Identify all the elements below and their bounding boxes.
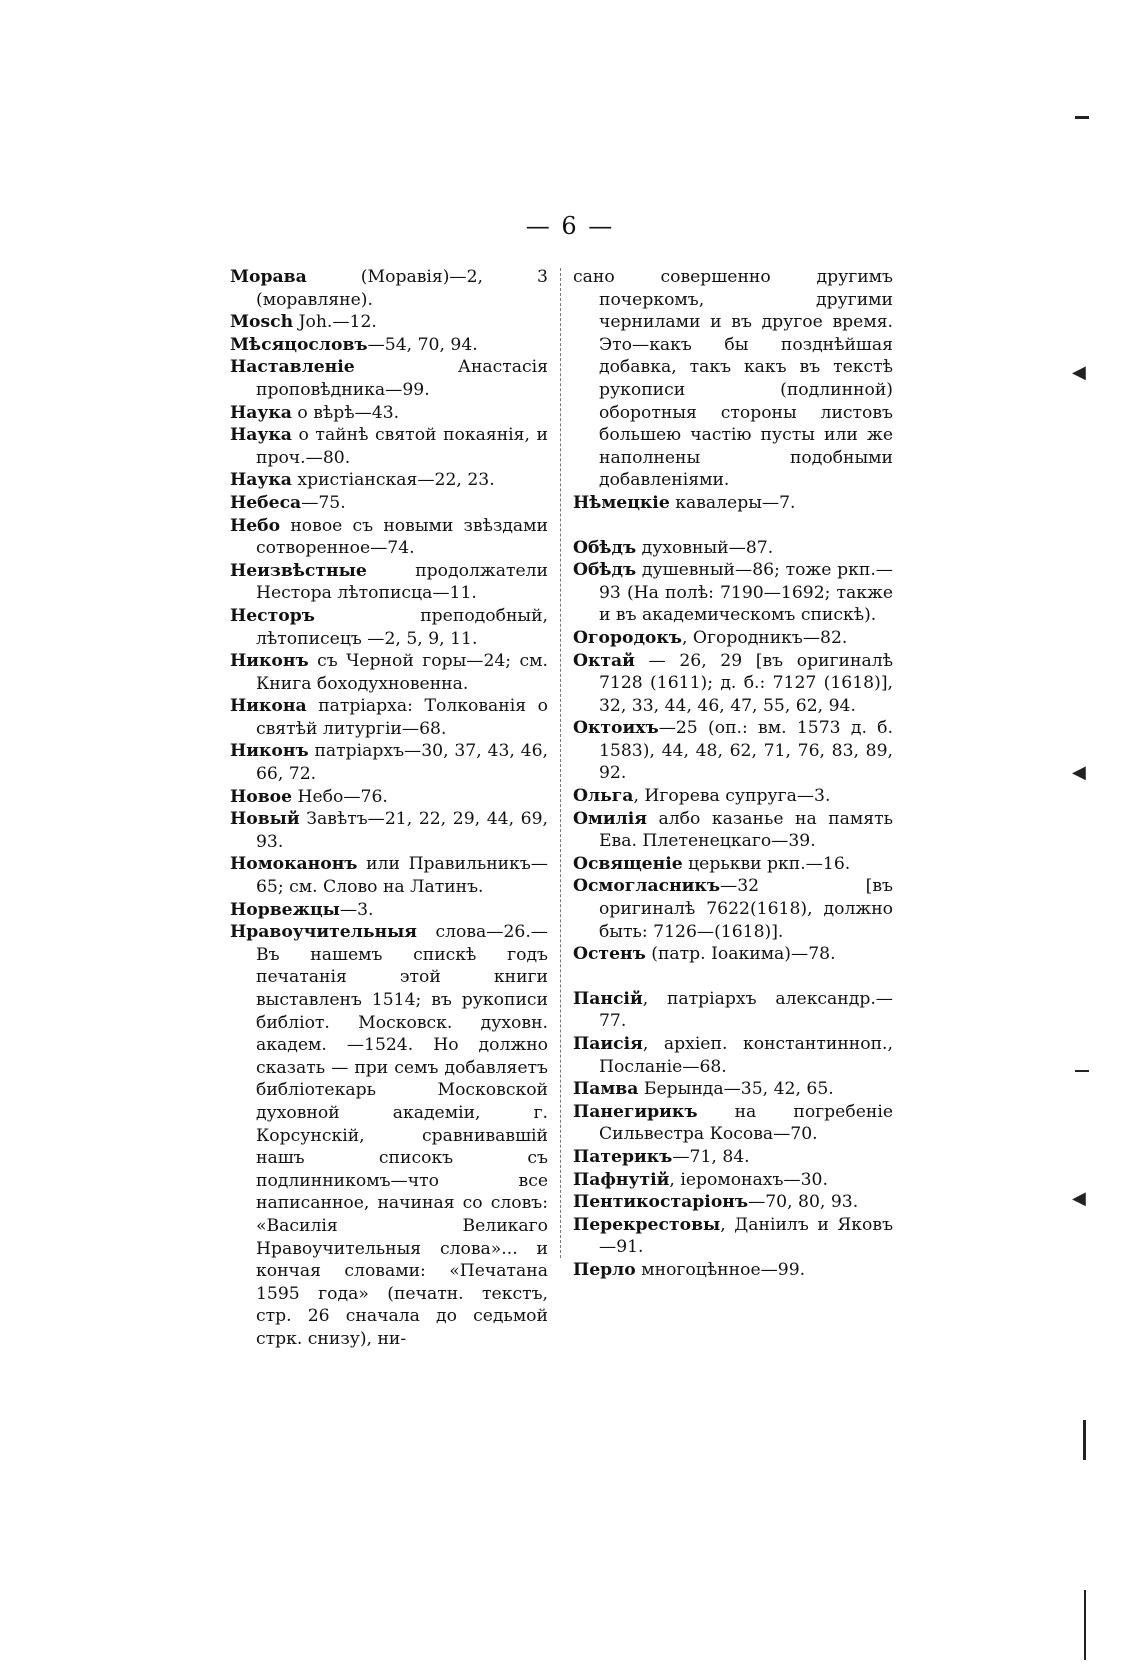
index-entry: [230, 740, 548, 785]
index-entry-head: Нѣмецкіе: [573, 492, 670, 513]
index-entry: [573, 627, 893, 650]
index-entry: [573, 943, 893, 966]
margin-mark-1: [1075, 116, 1089, 119]
index-entry-text: , Игорева супруга—3.: [633, 786, 831, 807]
index-entry: [573, 875, 893, 943]
index-entry-head: Остенъ: [573, 944, 646, 965]
index-entry-text: Берында—35, 42, 65.: [638, 1079, 834, 1100]
index-entry-text: — 26, 29 [въ оригиналѣ 7128 (1611); д. б.: 7127 (1618)], 32, 33, 44, 46, 47, 55, 62, 94.: [599, 650, 893, 716]
index-entry-text: Joh.—12.: [293, 312, 377, 333]
margin-mark-6: [1083, 1420, 1086, 1460]
index-entry-text: духовный—87.: [636, 537, 774, 558]
index-entry-head: Ольга: [573, 786, 634, 807]
index-entry: [573, 1078, 893, 1101]
index-entry-head: Небо: [230, 515, 281, 536]
index-entry-head: Пентикостаріонъ: [573, 1192, 749, 1213]
index-entry-text: съ Черной горы—24; см. Книга боходухновенна.: [256, 651, 548, 694]
index-entry-head: Октоихъ: [573, 718, 659, 739]
index-entry: [230, 334, 548, 357]
margin-mark-3: ◀: [1072, 762, 1086, 783]
index-entry-text: , Огородникъ—82.: [681, 627, 848, 648]
index-entry-head: Обѣдъ: [573, 560, 637, 581]
index-entry-text: —70, 80, 93.: [748, 1192, 859, 1213]
index-entry-text: многоцѣнное—99.: [635, 1259, 806, 1280]
index-entry-text: —75.: [301, 492, 346, 513]
index-entry-text: (патр. Іоакима)—78.: [645, 944, 836, 965]
index-entry: [573, 492, 893, 515]
index-entry-text: , архіеп. константинноп., Посланіе—68.: [599, 1034, 893, 1077]
index-entry-head: Перекрестовы: [573, 1214, 721, 1235]
index-entry: [230, 786, 548, 809]
index-entry: [230, 695, 548, 740]
index-entry: [573, 1191, 893, 1214]
index-entry-text: на погребеніе Сильвестра Косова—70.: [599, 1101, 893, 1145]
index-entry-head: Октай: [573, 650, 635, 671]
index-entry-head: Mosch: [230, 312, 294, 333]
index-entry-head: Пафнутій: [573, 1169, 670, 1190]
index-entry: [230, 356, 548, 401]
index-entry-text: , Даніилъ и Яковъ—91.: [599, 1214, 893, 1258]
index-entry-text: —71, 84.: [672, 1146, 750, 1167]
index-entry: [573, 1101, 893, 1146]
index-entry-head: Несторъ: [230, 605, 315, 626]
index-entry-text: преподобный, лѣтописецъ —2, 5, 9, 11.: [256, 605, 548, 649]
index-entry-text: —3.: [339, 899, 374, 920]
index-entry: [573, 988, 893, 1033]
index-entry: [573, 1169, 893, 1192]
index-entry: [573, 785, 893, 808]
index-entry-head: Новое: [230, 786, 293, 807]
index-entry-text: Небо—76.: [292, 786, 388, 807]
index-entry-text: , патріархъ александр.—77.: [599, 988, 893, 1032]
index-entry: [230, 469, 548, 492]
index-entry-head: Никонъ: [230, 651, 309, 672]
index-entry-text: новое съ новыми звѣздами сотворенное—74.: [256, 515, 548, 559]
index-entry: [230, 808, 548, 853]
index-entry-head: Норвежцы: [230, 899, 340, 920]
index-entry-text: о тайнѣ святой покаянія, и проч.—80.: [256, 425, 548, 468]
index-entry-head: Морава: [230, 267, 307, 287]
index-entry-text: патріархъ—30, 37, 43, 46, 66, 72.: [256, 741, 548, 785]
index-entry-text: сано совершенно другимъ почеркомъ, другими чернилами и въ другое время. Это—какъ бы позднѣйшая добавка, такъ какъ въ текстѣ рукописи (подлинной) оборотныя стороны листовъ большею частію пусты или же наполнены подобными добавленіями.: [573, 267, 893, 491]
index-entry-text: душевный—86; тоже ркп.—93 (На полѣ: 7190—1692; также и въ академическомъ спискѣ).: [599, 560, 893, 626]
index-entry: [573, 1033, 893, 1078]
index-entry-head: Памва: [573, 1079, 639, 1100]
index-entry: [230, 560, 548, 605]
index-entry: [230, 921, 548, 1350]
index-entry-head: Нравоучительныя: [230, 922, 418, 943]
margin-mark-2: ◀: [1072, 362, 1086, 383]
index-entry: [573, 808, 893, 853]
index-entry-text: Анастасія проповѣдника—99.: [256, 357, 548, 400]
index-entry-text: патріарха: Толкованія о святѣй литургіи—68.: [256, 696, 548, 739]
index-entry-head: Осмогласникъ: [573, 876, 721, 897]
index-entry-head: Перло: [573, 1259, 636, 1280]
index-entry-text: продолжатели Нестора лѣтописца—11.: [256, 560, 548, 604]
index-entry: [573, 537, 893, 560]
index-entry: [230, 424, 548, 469]
index-entry: [573, 1259, 893, 1282]
index-entry: [230, 650, 548, 695]
index-entry-head: Наука: [230, 402, 292, 423]
index-entry-head: Освященіе: [573, 853, 683, 874]
margin-mark-7: [1084, 1590, 1086, 1660]
index-entry-head: Пансій: [573, 988, 643, 1009]
index-entry: [573, 266, 893, 492]
index-entry: [573, 1146, 893, 1169]
index-entry: [573, 1214, 893, 1259]
index-entry: [230, 266, 548, 311]
index-entry-head: Небеса: [230, 492, 302, 513]
index-entry-head: Наука: [230, 425, 292, 446]
left-index-column: [230, 266, 548, 1351]
index-entry: [230, 515, 548, 560]
column-divider: [560, 268, 561, 1258]
index-entry: [573, 717, 893, 785]
index-entry-head: Патерикъ: [573, 1146, 673, 1167]
index-entry: [573, 559, 893, 627]
index-entry-head: Новый: [230, 809, 300, 830]
index-entry-text: албо казанье на память Ева. Плетенецкаго—39.: [599, 808, 893, 852]
index-entry-text: кавалеры—7.: [669, 492, 796, 513]
margin-mark-5: [1075, 1070, 1089, 1072]
index-entry-text: , іеромонахъ—30.: [669, 1169, 828, 1190]
index-entry-text: о вѣрѣ—43.: [291, 402, 400, 423]
index-entry-text: церькви ркп.—16.: [682, 853, 851, 874]
index-entry-head: Паисія: [573, 1034, 643, 1054]
index-entry-head: Огородокъ: [573, 627, 682, 648]
index-entry-text: —32 [въ оригиналѣ 7622(1618), должно быть: 7126—(1618)].: [599, 876, 893, 942]
index-entry-head: Неизвѣстные: [230, 560, 367, 581]
index-entry: [230, 605, 548, 650]
index-entry: [230, 853, 548, 898]
index-entry-head: Номоканонъ: [230, 854, 358, 875]
index-entry-text: христіанская—22, 23.: [291, 470, 495, 491]
index-entry: [230, 311, 548, 334]
index-entry: [573, 650, 893, 718]
index-entry-head: Обѣдъ: [573, 537, 637, 558]
index-entry: [573, 853, 893, 876]
page-number: — 6 —: [525, 212, 615, 240]
index-entry-text: Завѣтъ—21, 22, 29, 44, 69, 93.: [256, 809, 548, 852]
index-entry-head: Панегирикъ: [573, 1101, 698, 1122]
margin-mark-4: ◀: [1072, 1188, 1086, 1209]
index-entry-text: (Моравія)—2, 3 (моравляне).: [256, 267, 548, 310]
index-entry-head: Никонъ: [230, 741, 309, 762]
index-entry-head: Никона: [230, 696, 307, 717]
right-index-column: [573, 266, 893, 1282]
index-entry-head: Мѣсяцословъ: [230, 334, 368, 355]
index-entry: [230, 492, 548, 515]
index-entry-text: слова—26.—Въ нашемъ спискѣ годъ печатанія этой книги выставленъ 1514; въ рукописи библіот. Московск. духовн. академ. —1524. Но должно сказать — при семъ добавляетъ библіотекарь Московской духовной академіи, г. Корсунскій, сравнивавшій нашъ списокъ съ подлинникомъ—что все написанное, начиная со словъ: «Василія Великаго Нравоучительныя слова»... и кончая словами: «Печатана 1595 года» (печатн. текстъ, стр. 26 сначала до седьмой стрк. снизу), ни-: [256, 922, 548, 1349]
index-entry: [230, 899, 548, 922]
index-entry-head: Наука: [230, 470, 292, 491]
index-entry-text: или Правильникъ—65; см. Слово на Латинъ.: [256, 854, 548, 898]
index-entry-text: —25 (оп.: вм. 1573 д. б. 1583), 44, 48, 62, 71, 76, 83, 89, 92.: [599, 718, 893, 784]
index-entry: [230, 402, 548, 425]
index-entry-head: Омилія: [573, 808, 647, 829]
index-entry-head: Наставленіе: [230, 357, 355, 378]
index-entry-text: —54, 70, 94.: [367, 334, 478, 355]
